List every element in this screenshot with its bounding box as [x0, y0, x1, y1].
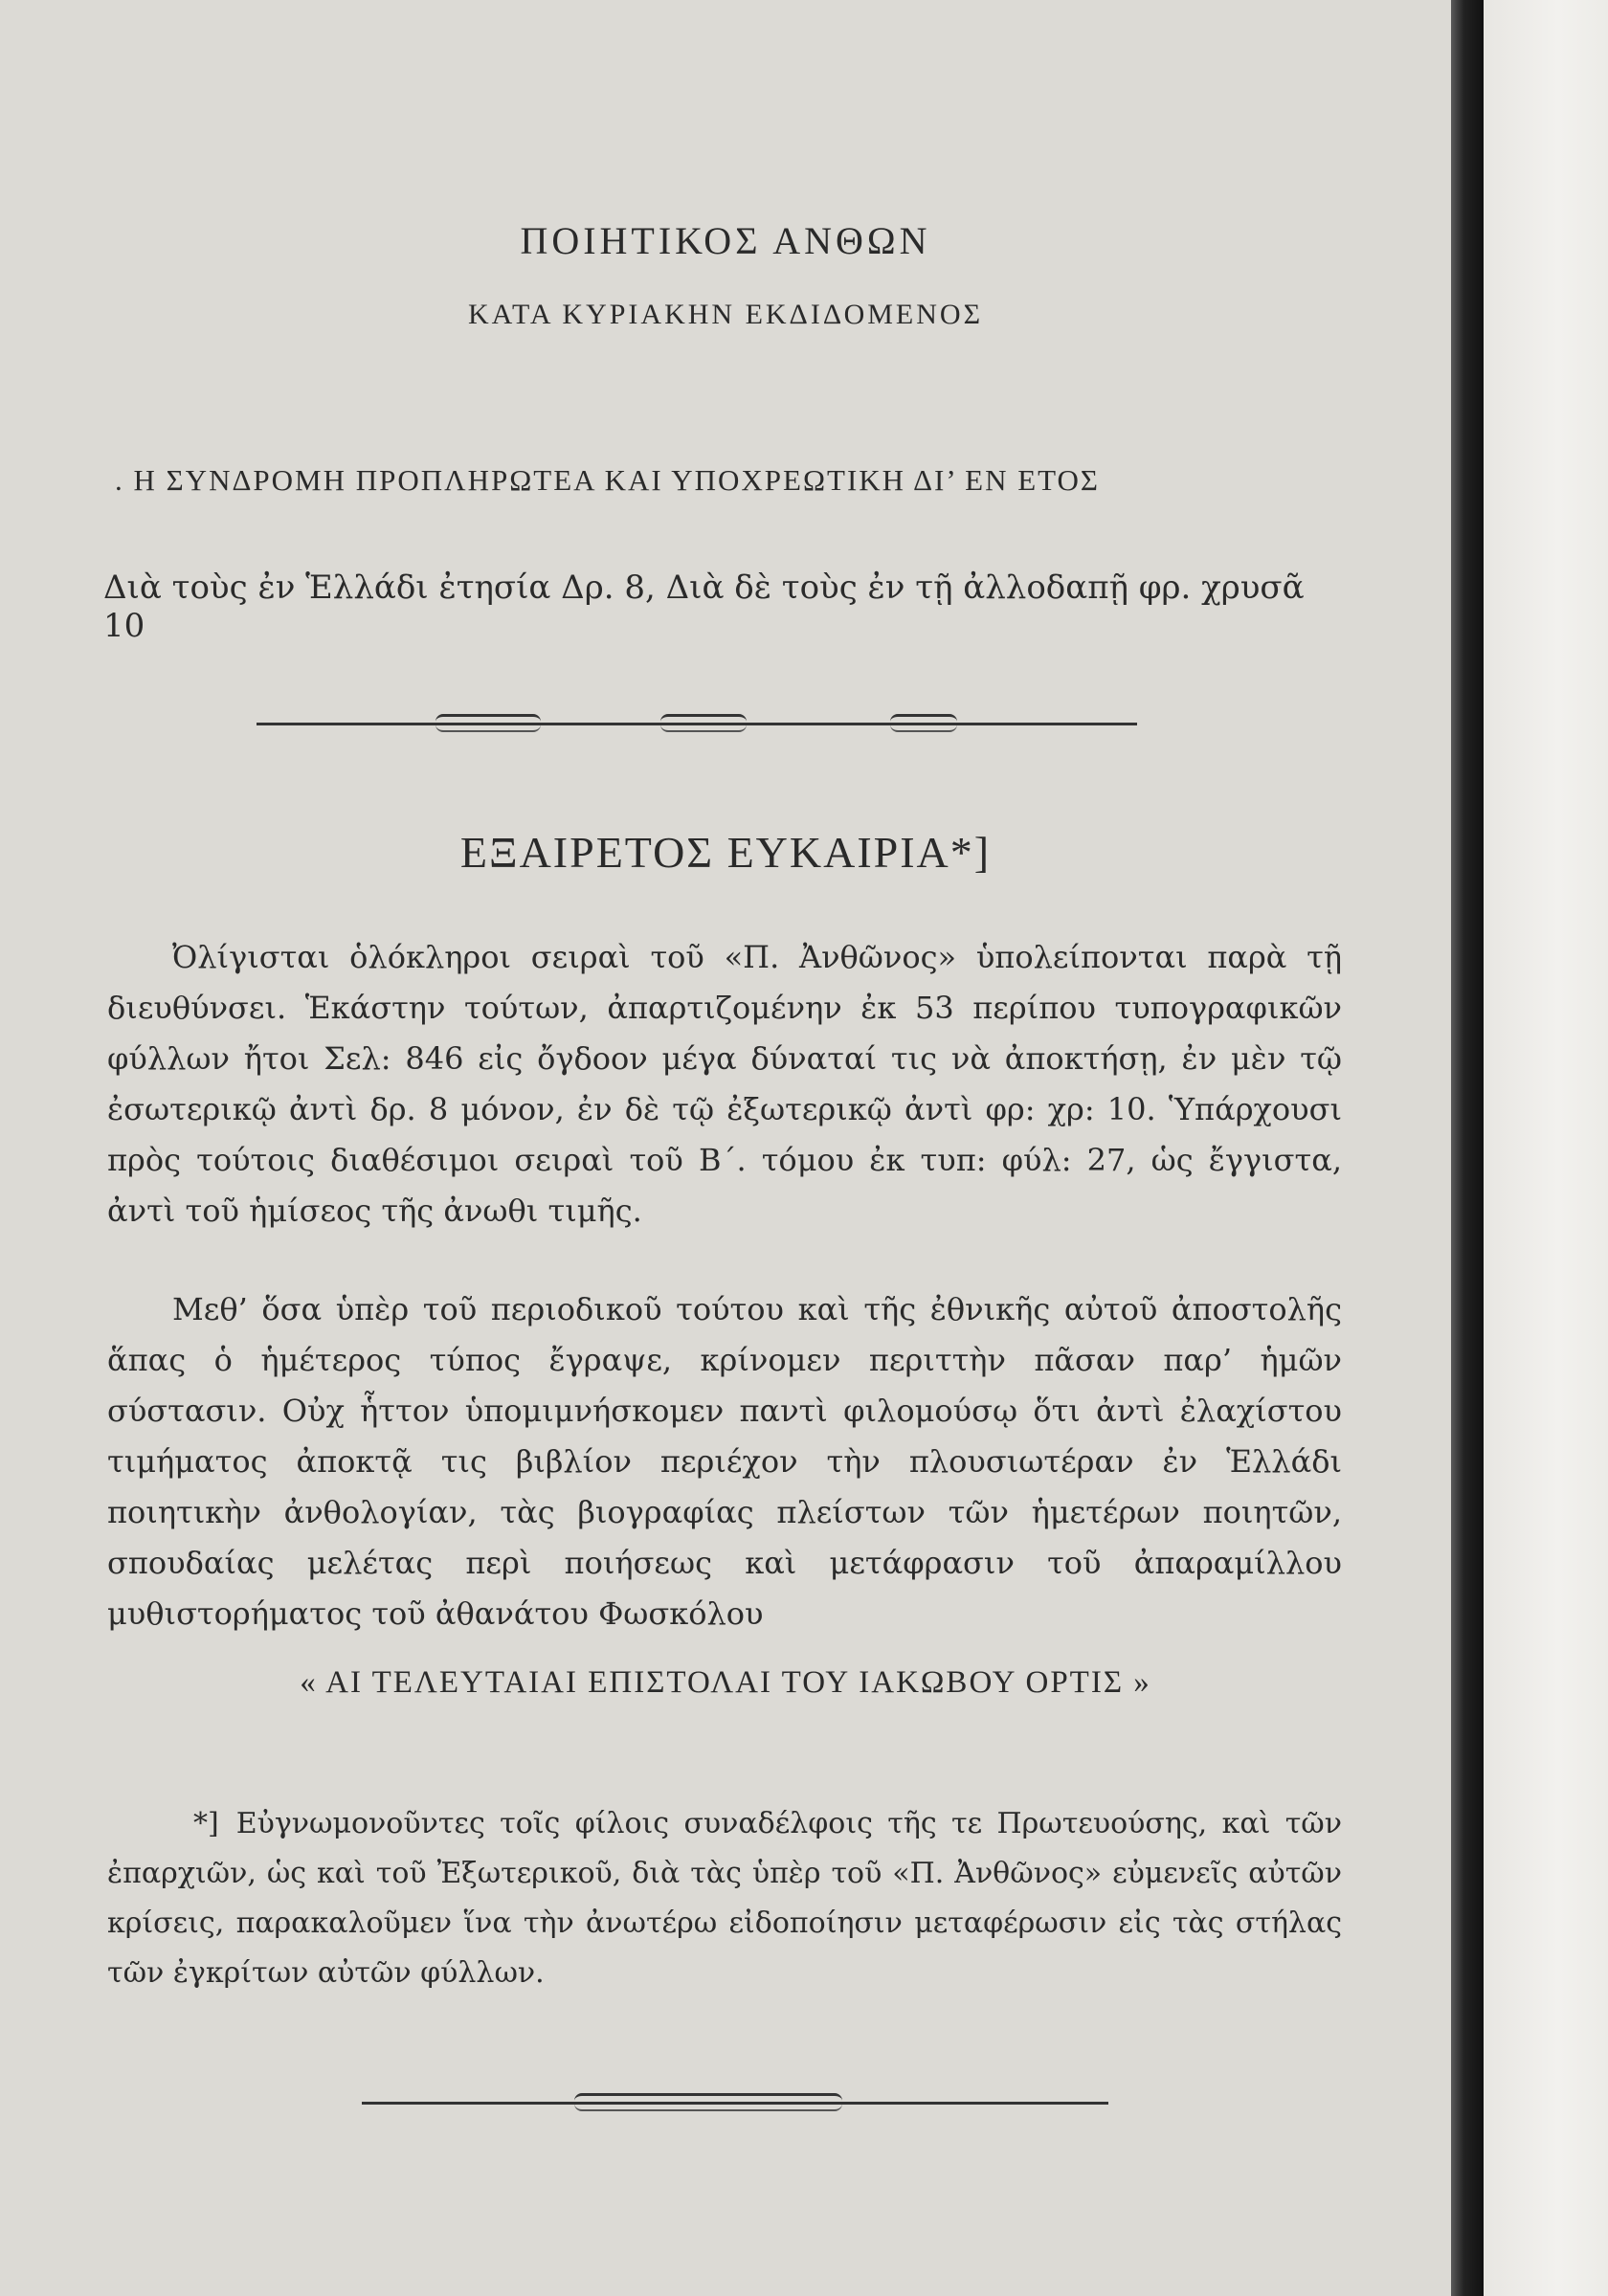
subscription-prices: Διὰ τοὺς ἐν Ἑλλάδι ἐτησία Δρ. 8, Διὰ δὲ τοὺς ἐν τῇ ἀλλοδαπῇ φρ. χρυσᾶ 10 [103, 568, 1305, 645]
footnote-mark: *] [193, 1807, 219, 1840]
facing-page-edge [1484, 0, 1608, 2296]
notice-paragraph-1: Ὀλίγισται ὁλόκληροι σειραὶ τοῦ «Π. Ἀνθῶνος» ὑπολείπονται παρὰ τῇ διευθύνσει. Ἑκάστην τούτων, ἀπαρτιζομένην ἐκ 53 περίπου τυπογραφικῶν φύλλων ἤτοι Σελ: 846 εἰς ὄγδοον μέγα δύναταί τις νὰ ἀποκτήσῃ, ἐν μὲν τῷ ἐσωτερικῷ ἀντὶ δρ. 8 μόνον, ἐν δὲ τῷ ἐξωτερικῷ ἀντὶ φρ: χρ: 10. Ὑπάρχουσι πρὸς τούτοις διαθέσιμοι σειραὶ τοῦ Β΄. τόμου ἐκ τυπ: φύλ: 27, ὡς ἔγγιστα, ἀντὶ τοῦ ἡμίσεος τῆς ἀνωθι τιμῆς. [107, 939, 1342, 1229]
book-spine-shadow [1451, 0, 1484, 2296]
footnote [107, 1799, 1342, 1998]
footnote-text: Εὐγνωμονοῦντες τοῖς φίλοις συναδέλφοις τῆς τε Πρωτευούσης, καὶ τῶν ἐπαρχιῶν, ὡς καὶ τοῦ Ἐξωτερικοῦ, διὰ τὰς ὑπὲρ τοῦ «Π. Ἀνθῶνος» εὐμενεῖς αὐτῶν κρίσεις, παρακαλοῦμεν ἵνα τὴν ἀνωτέρω εἰδοποίησιν μεταφέρωσιν εἰς τὰς στήλας τῶν ἐγκρίτων αὐτῶν φύλλων. [107, 1807, 1342, 1990]
periodical-title: ΠΟΙΗΤΙΚΟΣ ΑΝΘΩΝ [520, 219, 931, 262]
periodical-subtitle: ΚΑΤΑ ΚΥΡΙΑΚΗΝ ΕΚΔΙΔΟΜΕΝΟΣ [467, 299, 984, 330]
subscription-terms: . Η ΣΥΝΔΡΟΜΗ ΠΡΟΠΛΗΡΩΤΕΑ ΚΑΙ ΥΠΟΧΡΕΩΤΙΚΗ ΔΙ’ ΕΝ ΕΤΟΣ [115, 463, 1100, 497]
book-title-quote: « ΑΙ ΤΕΛΕΥΤΑΙΑΙ ΕΠΙΣΤΟΛΑΙ ΤΟΥ ΙΑΚΩΒΟΥ ΟΡΤΙΣ » [300, 1665, 1151, 1700]
notice-paragraph-2: Μεθ’ ὅσα ὑπὲρ τοῦ περιοδικοῦ τούτου καὶ τῆς ἐθνικῆς αὐτοῦ ἀποστολῆς ἅπας ὁ ἡμέτερος τύπος ἔγραψε, κρίνομεν περιττὴν πᾶσαν παρ’ ἡμῶν σύστασιν. Οὐχ ἧττον ὑπομιμνήσκομεν παντὶ φιλομούσῳ ὅτι ἀντὶ ἐλαχίστου τιμήματος ἀποκτᾷ τις βιβλίον περιέχον τὴν πλουσιωτέραν ἐν Ἑλλάδι ποιητικὴν ἀνθολογίαν, τὰς βιογραφίας πλείστων τῶν ἡμετέρων ποιητῶν, σπουδαίας μελέτας περὶ ποιήσεως καὶ μετάφρασιν τοῦ ἀπαραμίλλου μυθιστορήματος τοῦ ἀθανάτου Φωσκόλου [107, 1291, 1342, 1632]
notice-heading: ΕΞΑΙΡΕΤΟΣ ΕΥΚΑΙΡΙΑ*] [459, 828, 992, 877]
